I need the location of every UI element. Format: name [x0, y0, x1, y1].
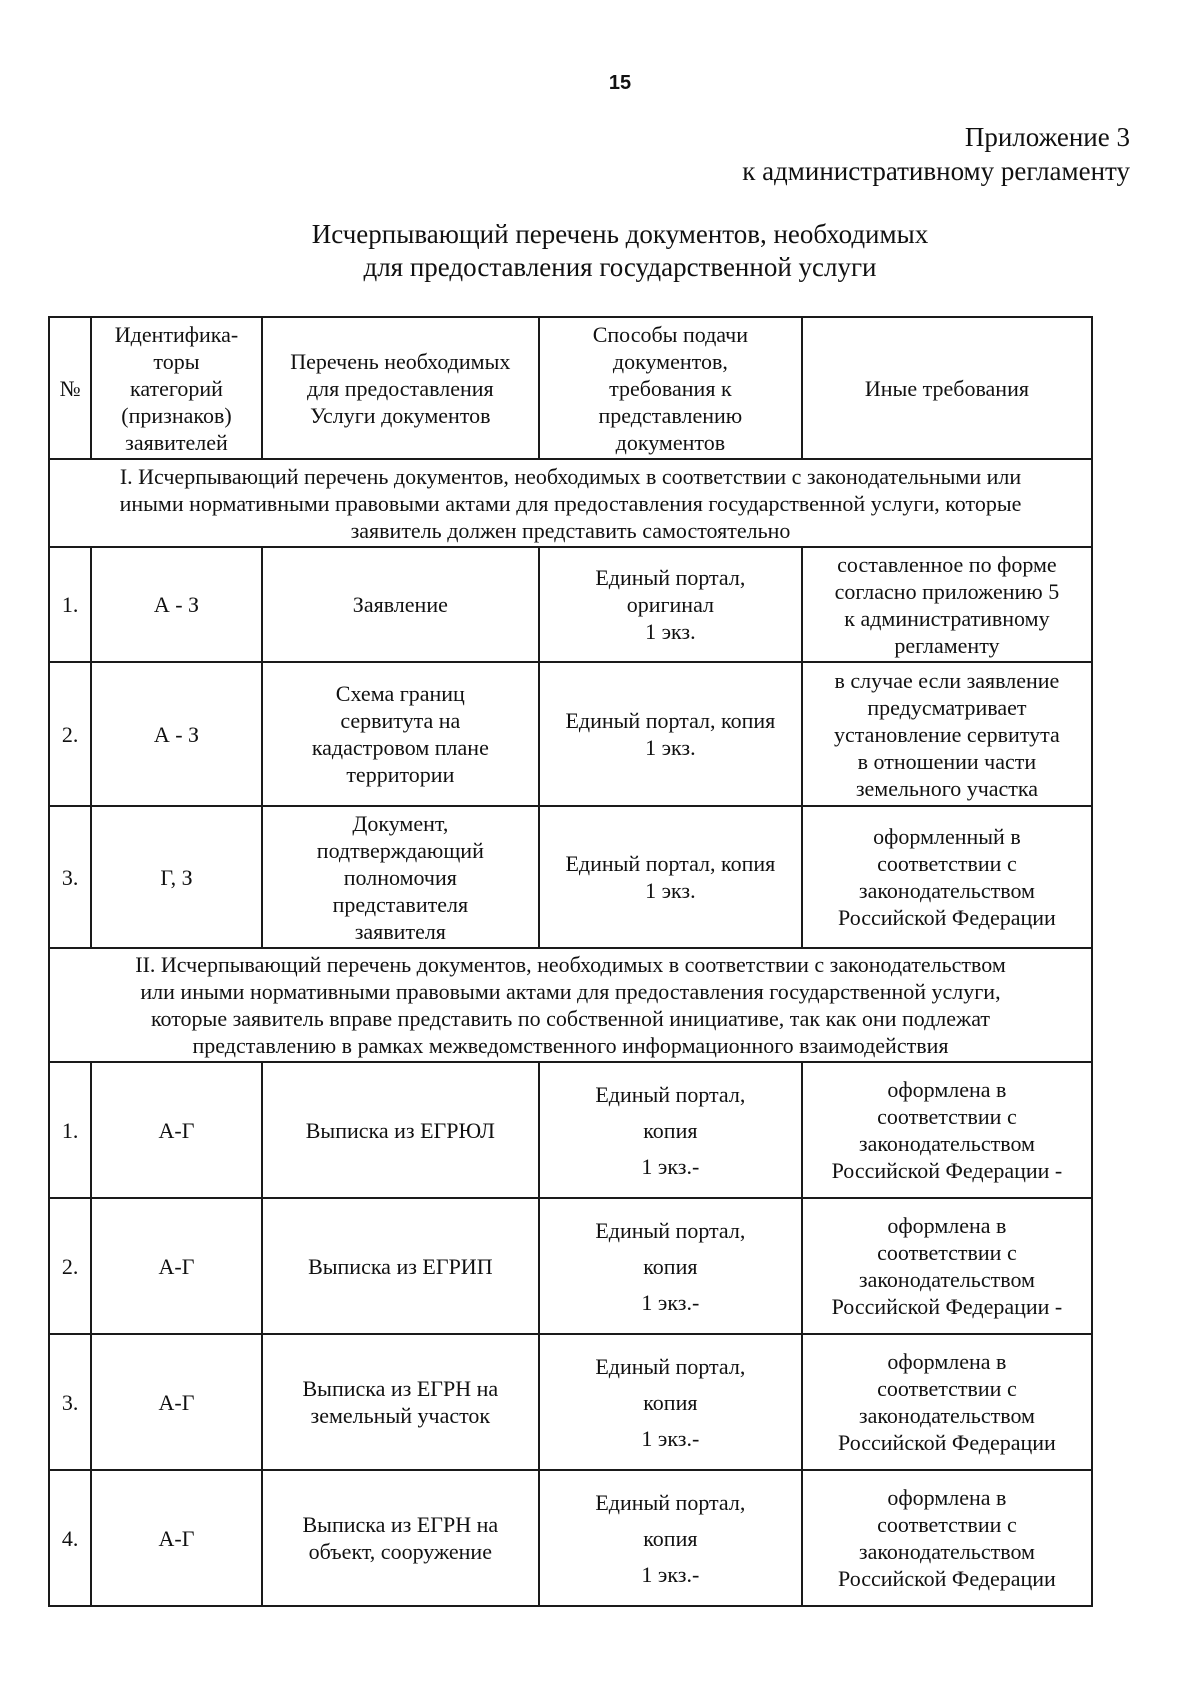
document-name-line: Схема границ — [335, 681, 465, 706]
document-name — [262, 1470, 539, 1606]
submission-way — [539, 1198, 802, 1334]
header-submission-ways-line: представлению — [598, 402, 743, 428]
document-name-line: кадастровом плане — [311, 735, 489, 760]
other-requirements-line: регламенту — [894, 632, 1000, 658]
submission-way-line: 1 экз.- — [641, 1561, 700, 1587]
row-number: 1. — [49, 1062, 91, 1198]
document-title — [0, 218, 1200, 284]
document-name — [262, 1198, 539, 1334]
header-documents-list-line: Услуги документов — [310, 402, 491, 428]
document-name — [262, 806, 539, 948]
table-row — [49, 1334, 1092, 1470]
header-identifiers-line: Идентифика- — [114, 321, 239, 347]
applicant-category-id: А-Г — [91, 1062, 262, 1198]
header-submission-ways-line: Способы подачи — [592, 321, 748, 347]
table-row — [49, 1470, 1092, 1606]
other-requirements-line: оформлена в — [887, 1077, 1007, 1102]
table-row — [49, 547, 1092, 662]
other-requirements-line: соответствии с — [877, 1512, 1017, 1537]
submission-way-line: копия — [643, 1389, 698, 1415]
header-documents-list — [262, 317, 539, 459]
other-requirements-line: Российской Федерации - — [831, 1158, 1063, 1183]
other-requirements-line: в случае если заявление — [834, 667, 1060, 693]
other-requirements — [802, 662, 1092, 806]
section-heading-line: иными нормативными правовыми актами для предоставления государственной услуги, которые — [119, 490, 1022, 516]
submission-way-line: 1 экз.- — [641, 1153, 700, 1179]
other-requirements — [802, 806, 1092, 948]
applicant-category-id: А-Г — [91, 1198, 262, 1334]
header-other-requirements: Иные требования — [802, 317, 1092, 459]
other-requirements-line: законодательством — [858, 1539, 1035, 1564]
submission-way-line: копия — [643, 1117, 698, 1143]
submission-way-line: Единый портал, — [595, 1353, 746, 1379]
header-documents-list-line: для предоставления — [306, 375, 494, 401]
other-requirements-line: Российской Федерации — [838, 1430, 1056, 1455]
table-row — [49, 1198, 1092, 1334]
document-name — [262, 1062, 539, 1198]
section-header-row-2 — [49, 948, 1092, 1062]
other-requirements-line: Российской Федерации — [838, 1566, 1056, 1591]
other-requirements-line: соответствии с — [877, 1240, 1017, 1265]
other-requirements-line: в отношении части — [857, 748, 1037, 774]
other-requirements-line: Российской Федерации - — [831, 1294, 1063, 1319]
document-title-line-2: для предоставления государственной услуги — [363, 252, 877, 282]
section-heading-line: представлению в рамках межведомственного информационного взаимодействия — [192, 1033, 949, 1058]
section-heading — [49, 948, 1092, 1062]
table-row — [49, 806, 1092, 948]
document-name — [262, 662, 539, 806]
other-requirements-line: оформлена в — [887, 1213, 1007, 1238]
page-number: 15 — [608, 72, 632, 94]
applicant-category-id: А-Г — [91, 1334, 262, 1470]
submission-way — [539, 1062, 802, 1198]
header-identifiers — [91, 317, 262, 459]
submission-way-line: копия — [643, 1253, 698, 1279]
submission-way-line: Единый портал, — [595, 1217, 746, 1243]
other-requirements-line: соответствии с — [877, 1104, 1017, 1129]
submission-way-line: Единый портал, — [595, 1081, 746, 1107]
document-name-line: полномочия — [343, 864, 457, 890]
header-identifiers-line: (признаков) — [121, 402, 232, 428]
submission-way-line: Единый портал, — [595, 565, 746, 590]
submission-way — [539, 1334, 802, 1470]
submission-way-line: 1 экз. — [645, 878, 696, 903]
header-submission-ways-line: требования к — [609, 375, 732, 401]
other-requirements — [802, 1062, 1092, 1198]
section-heading-line: II. Исчерпывающий перечень документов, необходимых в соответствии с законодательством — [135, 952, 1006, 977]
table-row — [49, 662, 1092, 806]
other-requirements-line: земельного участка — [855, 775, 1039, 801]
row-number: 3. — [49, 806, 91, 948]
document-name — [262, 1334, 539, 1470]
submission-way-line: 1 экз.- — [641, 1425, 700, 1451]
header-number: № — [49, 317, 91, 459]
document-name-line: подтверждающий — [316, 837, 484, 863]
document-name-line: Документ, — [352, 810, 449, 836]
other-requirements-line: оформлена в — [887, 1485, 1007, 1510]
other-requirements-line: оформленный в — [873, 824, 1021, 849]
other-requirements — [802, 1198, 1092, 1334]
header-submission-ways-line: документов, — [612, 348, 728, 374]
submission-way-line: 1 экз. — [645, 619, 696, 644]
other-requirements-line: Российской Федерации — [838, 905, 1056, 930]
document-name-line: Выписка из ЕГРЮЛ — [305, 1117, 495, 1143]
applicant-category-id: А - З — [91, 547, 262, 662]
row-number: 3. — [49, 1334, 91, 1470]
other-requirements-line: соответствии с — [877, 851, 1017, 876]
documents-table — [48, 316, 1093, 1607]
applicant-category-id: Г, З — [91, 806, 262, 948]
appendix-line-2: к административному регламенту — [742, 156, 1130, 186]
document-title-line-1: Исчерпывающий перечень документов, необходимых — [311, 219, 929, 249]
submission-way-line: 1 экз. — [645, 735, 696, 760]
submission-way-line: Единый портал, — [595, 1489, 746, 1515]
appendix-line-1: Приложение 3 — [964, 122, 1130, 152]
header-submission-ways — [539, 317, 802, 459]
document-name-line: территории — [346, 762, 455, 787]
submission-way-line: Единый портал, копия — [565, 851, 776, 876]
other-requirements-line: к административному — [844, 605, 1050, 631]
submission-way — [539, 662, 802, 806]
document-name-line: Выписка из ЕГРИП — [308, 1253, 493, 1279]
applicant-category-id: А - З — [91, 662, 262, 806]
header-identifiers-line: категорий — [130, 375, 223, 401]
document-name-line: земельный участок — [310, 1403, 491, 1428]
other-requirements-line: соответствии с — [877, 1376, 1017, 1401]
other-requirements-line: составленное по форме — [837, 551, 1057, 577]
section-heading-line: которые заявитель вправе представить по собственной инициативе, так как они подлежат — [150, 1006, 991, 1031]
other-requirements — [802, 1470, 1092, 1606]
section-heading-line: или иными нормативными правовыми актами для предоставления государственной услуги, — [140, 979, 1001, 1004]
submission-way — [539, 806, 802, 948]
submission-way-line: 1 экз.- — [641, 1289, 700, 1315]
other-requirements-line: законодательством — [858, 1403, 1035, 1428]
submission-way-line: копия — [643, 1525, 698, 1551]
header-documents-list-line: Перечень необходимых — [290, 348, 511, 374]
row-number: 2. — [49, 662, 91, 806]
document-name-line: объект, сооружение — [308, 1539, 492, 1564]
table-header-row — [49, 317, 1092, 459]
other-requirements-line: законодательством — [858, 1131, 1035, 1156]
other-requirements — [802, 547, 1092, 662]
other-requirements-line: законодательством — [858, 1267, 1035, 1292]
document-name-line: Выписка из ЕГРН на — [302, 1376, 499, 1401]
row-number: 4. — [49, 1470, 91, 1606]
row-number: 1. — [49, 547, 91, 662]
header-identifiers-line: торы — [153, 348, 200, 374]
table-row — [49, 1062, 1092, 1198]
appendix-caption — [742, 120, 1130, 188]
submission-way-line: Единый портал, копия — [565, 708, 776, 733]
header-submission-ways-line: документов — [615, 429, 726, 455]
section-heading-line: I. Исчерпывающий перечень документов, необходимых в соответствии с законодательными или — [119, 463, 1022, 489]
submission-way — [539, 547, 802, 662]
other-requirements — [802, 1334, 1092, 1470]
section-heading-line: заявитель должен представить самостоятельно — [350, 517, 791, 543]
document-name — [262, 547, 539, 662]
other-requirements-line: предусматривает — [867, 694, 1027, 720]
document-name-line: заявителя — [354, 918, 446, 944]
section-heading — [49, 459, 1092, 547]
document-name-line: Выписка из ЕГРН на — [302, 1512, 499, 1537]
submission-way-line: оригинал — [626, 592, 714, 617]
other-requirements-line: законодательством — [858, 878, 1035, 903]
document-name-line: представителя — [332, 891, 469, 917]
row-number: 2. — [49, 1198, 91, 1334]
document-name-line: Заявление — [352, 592, 448, 617]
submission-way — [539, 1470, 802, 1606]
other-requirements-line: установление сервитута — [834, 721, 1060, 747]
other-requirements-line: оформлена в — [887, 1349, 1007, 1374]
header-identifiers-line: заявителей — [125, 429, 228, 455]
applicant-category-id: А-Г — [91, 1470, 262, 1606]
section-header-row-1 — [49, 459, 1092, 547]
other-requirements-line: согласно приложению 5 — [834, 578, 1060, 604]
document-name-line: сервитута на — [340, 708, 461, 733]
